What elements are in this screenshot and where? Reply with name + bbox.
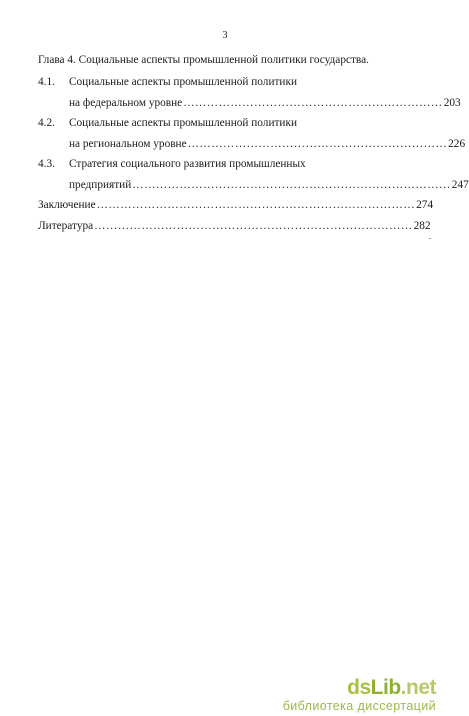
item-number: 4.3. (38, 158, 55, 170)
toc-item-4-3 (38, 154, 469, 195)
item-title-continued: на федеральном уровне (69, 96, 183, 109)
literature-label: Литература (38, 219, 94, 232)
conclusion-label: Заключение (38, 199, 96, 211)
chapter-heading: Глава 4. Социальные аспекты промышленной политики государства. (38, 54, 369, 66)
watermark-logo (283, 677, 436, 698)
item-title-continued: на региональном уровне (69, 137, 187, 150)
page-reference: 203 (443, 96, 461, 109)
page-number: 3 (222, 30, 228, 41)
dot-leader: ……………………………………………………………………… (132, 178, 451, 191)
page-reference: 274 (416, 199, 434, 211)
scan-speck (429, 238, 431, 239)
table-of-contents (38, 50, 469, 236)
watermark (283, 677, 436, 713)
dot-leader: ……………………………………………………………………… (94, 219, 413, 232)
watermark-subtitle: библиотека диссертаций (282, 698, 436, 713)
item-number: 4.2. (38, 117, 55, 129)
watermark-logo-lib: Lib (370, 675, 401, 699)
toc-item-4-2 (38, 113, 466, 154)
dot-leader: ………………………………………………………… (187, 137, 448, 150)
item-title: Социальные аспекты промышленной политики (69, 76, 298, 88)
toc-literature (38, 216, 431, 237)
page-reference: 226 (448, 137, 466, 150)
watermark-logo-net: .net (400, 675, 436, 699)
item-title: Социальные аспекты промышленной политики (69, 117, 298, 129)
item-number: 4.1. (38, 76, 55, 88)
dot-leader: ……………………………………………………………………… (96, 199, 416, 211)
dot-leader: ………………………………………………………… (183, 96, 443, 109)
page-reference: 247 (451, 178, 469, 191)
toc-item-4-1 (38, 72, 461, 113)
page-reference: 282 (413, 219, 431, 232)
watermark-logo-ds: ds (347, 675, 371, 699)
toc-conclusion (38, 195, 434, 216)
item-title-continued: предприятий (69, 178, 132, 191)
item-title: Стратегия социального развития промышленных (69, 158, 306, 170)
